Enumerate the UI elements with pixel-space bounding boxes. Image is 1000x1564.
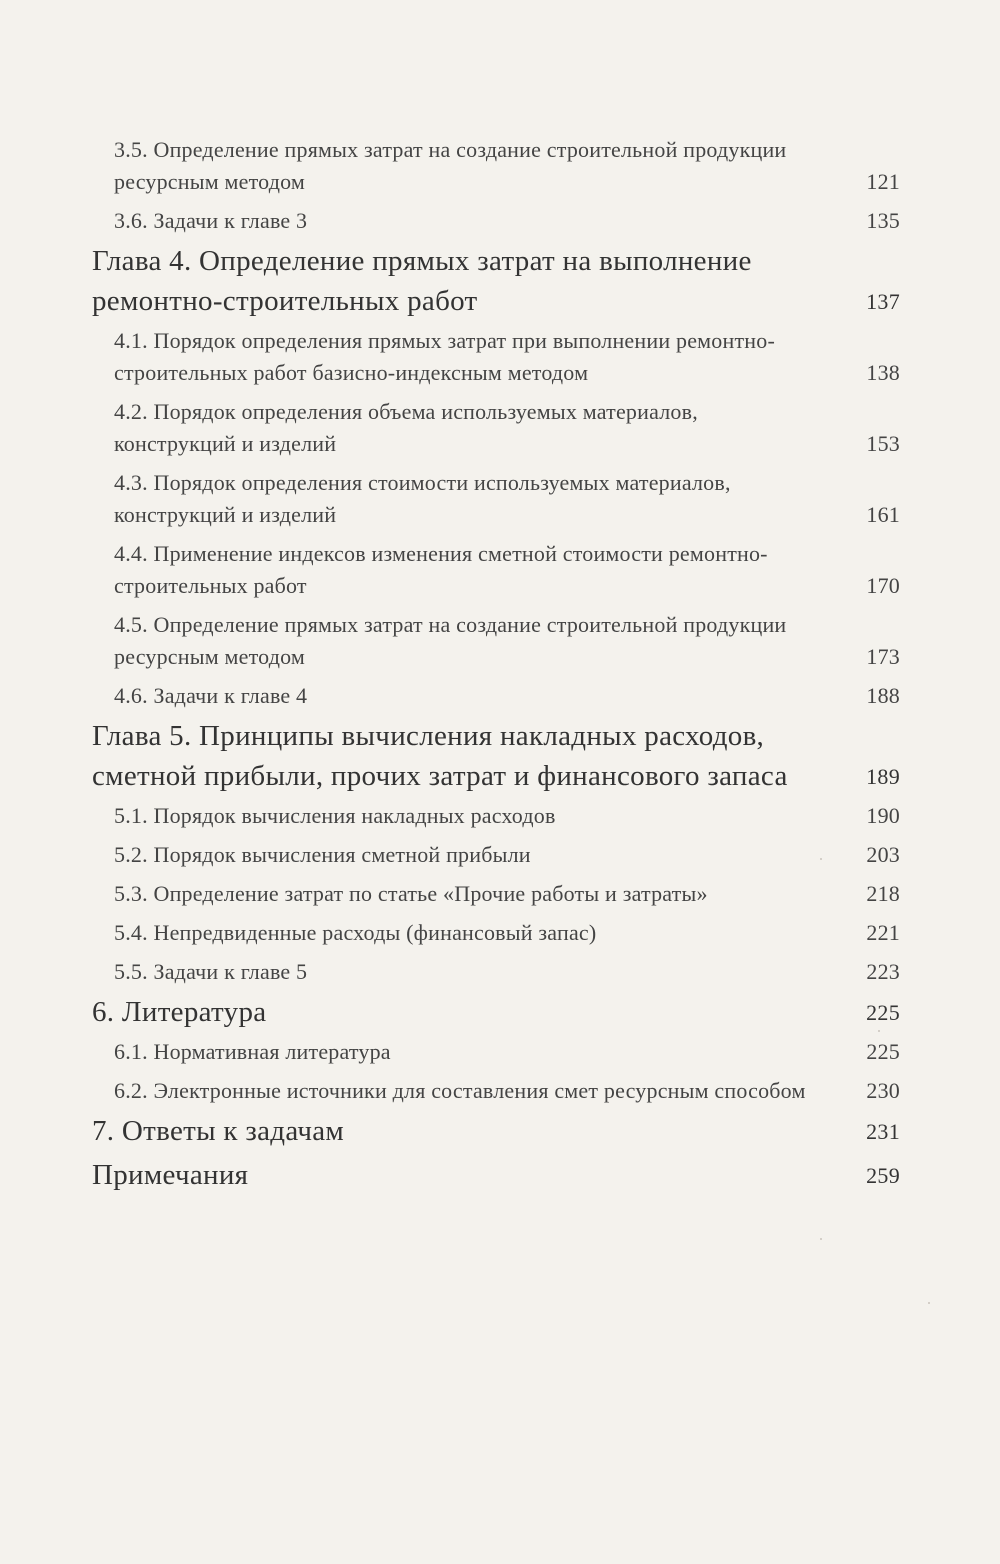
toc-entry-3-6[interactable] — [92, 205, 900, 237]
toc-entry-6-2[interactable] — [92, 1075, 900, 1107]
toc-entry-page: 188 — [866, 683, 900, 708]
toc-entry-page: 203 — [866, 842, 900, 867]
toc-chapter-6[interactable] — [92, 992, 900, 1032]
toc-chapter-4[interactable] — [92, 241, 900, 321]
toc-entry-page: 190 — [866, 803, 900, 828]
toc-chapter-title: 7. Ответы к задачам — [92, 1115, 345, 1147]
toc-entry-title: 5.2. Порядок вычисления сметной прибыли — [114, 842, 531, 867]
toc-entry-4-4[interactable] — [92, 538, 900, 602]
toc-entry-title: 4.6. Задачи к главе 4 — [114, 683, 308, 708]
toc-chapter-page: 225 — [866, 1000, 900, 1025]
toc-entry-page: 153 — [866, 431, 900, 456]
toc-entry-title: 5.1. Порядок вычисления накладных расходов — [114, 803, 556, 828]
paper-speck — [928, 1302, 930, 1304]
toc-entry-4-5[interactable] — [92, 609, 900, 673]
toc-entry-title: 4.4. Применение индексов изменения сметной стоимости ремонтно-строительных работ — [114, 541, 768, 598]
toc-chapter-title: Глава 5. Принципы вычисления накладных расходов, сметной прибыли, прочих затрат и финансового запаса — [92, 720, 788, 792]
toc-entry-title: 6.1. Нормативная литература — [114, 1039, 391, 1064]
toc-entry-title: 4.2. Порядок определения объема используемых материалов, конструкций и изделий — [114, 399, 698, 456]
toc-entry-title: 5.4. Непредвиденные расходы (финансовый запас) — [114, 920, 597, 945]
toc-entry-page: 135 — [866, 208, 900, 233]
toc-entry-4-2[interactable] — [92, 396, 900, 460]
toc-entry-page: 121 — [866, 169, 900, 194]
toc-chapter-title: Примечания — [92, 1159, 249, 1191]
toc-entry-4-3[interactable] — [92, 467, 900, 531]
toc-entry-4-6[interactable] — [92, 680, 900, 712]
toc-chapter-page: 137 — [866, 289, 900, 314]
toc-chapter-notes[interactable] — [92, 1155, 900, 1195]
toc-entry-3-5[interactable] — [92, 134, 900, 198]
toc-entry-5-5[interactable] — [92, 956, 900, 988]
table-of-contents — [92, 134, 900, 1195]
toc-entry-5-4[interactable] — [92, 917, 900, 949]
toc-entry-title: 5.5. Задачи к главе 5 — [114, 959, 308, 984]
paper-speck — [878, 1030, 880, 1032]
toc-entry-title: 5.3. Определение затрат по статье «Прочие работы и затраты» — [114, 881, 708, 906]
toc-entry-page: 218 — [866, 881, 900, 906]
toc-chapter-title: Глава 4. Определение прямых затрат на выполнение ремонтно-строительных работ — [92, 245, 752, 317]
toc-chapter-7[interactable] — [92, 1111, 900, 1151]
toc-entry-page: 170 — [866, 573, 900, 598]
toc-entry-title: 4.3. Порядок определения стоимости используемых материалов, конструкций и изделий — [114, 470, 731, 527]
toc-entry-6-1[interactable] — [92, 1036, 900, 1068]
toc-entry-page: 230 — [866, 1078, 900, 1103]
toc-chapter-page: 259 — [866, 1163, 900, 1188]
toc-entry-4-1[interactable] — [92, 325, 900, 389]
toc-entry-5-1[interactable] — [92, 800, 900, 832]
paper-speck — [820, 858, 822, 860]
toc-entry-title: 4.1. Порядок определения прямых затрат при выполнении ремонтно-строительных работ базисно-индексным методом — [114, 328, 775, 385]
toc-entry-title: 3.5. Определение прямых затрат на создание строительной продукции ресурсным методом — [114, 137, 787, 194]
toc-entry-title: 4.5. Определение прямых затрат на создание строительной продукции ресурсным методом — [114, 612, 787, 669]
toc-chapter-5[interactable] — [92, 716, 900, 796]
toc-chapter-page: 189 — [866, 764, 900, 789]
toc-entry-page: 221 — [866, 920, 900, 945]
toc-entry-page: 223 — [866, 959, 900, 984]
toc-entry-5-3[interactable] — [92, 878, 900, 910]
toc-entry-page: 138 — [866, 360, 900, 385]
toc-entry-title: 3.6. Задачи к главе 3 — [114, 208, 308, 233]
toc-entry-5-2[interactable] — [92, 839, 900, 871]
paper-speck — [820, 1238, 822, 1240]
toc-chapter-page: 231 — [866, 1119, 900, 1144]
toc-entry-page: 173 — [866, 644, 900, 669]
toc-entry-title: 6.2. Электронные источники для составления смет ресурсным способом — [114, 1078, 806, 1103]
toc-entry-page: 225 — [866, 1039, 900, 1064]
toc-entry-page: 161 — [866, 502, 900, 527]
toc-chapter-title: 6. Литература — [92, 996, 267, 1028]
